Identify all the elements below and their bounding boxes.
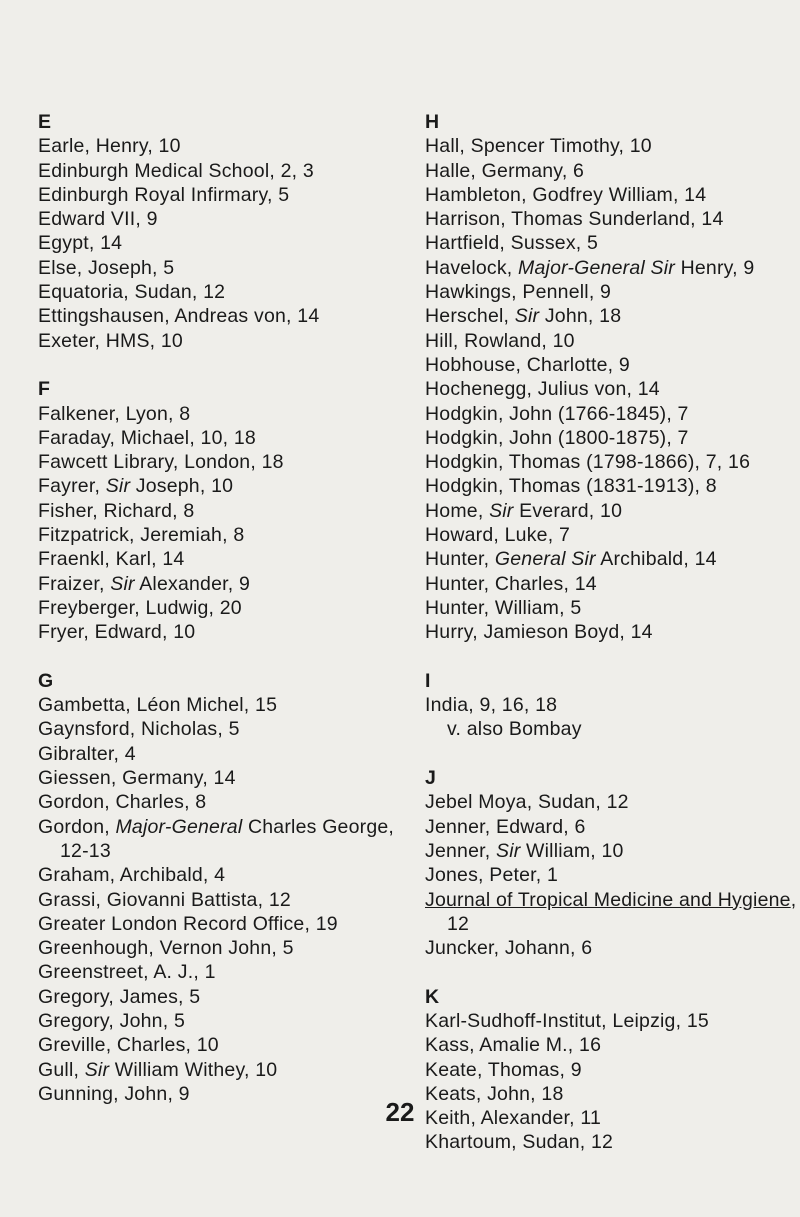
- entry-text: Everard, 10: [513, 499, 623, 522]
- entry-text: Jenner,: [425, 839, 496, 862]
- entry-text: Hunter, Charles, 14: [425, 572, 597, 595]
- index-entry: [425, 304, 800, 328]
- entry-text: Gregory, John, 5: [38, 1009, 185, 1032]
- entry-text: Gordon,: [38, 815, 116, 838]
- entry-text: Giessen, Germany, 14: [38, 767, 236, 790]
- index-entry: [38, 450, 413, 474]
- entry-text: Greenhough, Vernon John, 5: [38, 937, 294, 960]
- entry-text: Graham, Archibald, 4: [38, 864, 226, 887]
- entry-text: Fryer, Edward, 10: [38, 621, 196, 644]
- index-entry: [38, 134, 413, 158]
- entry-text: Jebel Moya, Sudan, 12: [425, 791, 629, 814]
- page-number: 22: [385, 1097, 415, 1127]
- entry-continuation: 12-13: [60, 839, 111, 862]
- index-entry: [425, 1009, 800, 1033]
- index-entry: [38, 572, 413, 596]
- entry-text: Jenner, Edward, 6: [425, 815, 586, 838]
- entry-text: Harrison, Thomas Sunderland, 14: [425, 208, 724, 231]
- entry-text: Sir: [495, 839, 521, 862]
- index-entry: [38, 717, 413, 741]
- entry-text: Equatoria, Sudan, 12: [38, 281, 226, 304]
- index-column-right: [425, 110, 800, 1179]
- entry-text: Fitzpatrick, Jeremiah, 8: [38, 524, 245, 547]
- index-entry: [38, 766, 413, 790]
- index-entry: [425, 353, 800, 377]
- entry-text: Havelock,: [425, 256, 519, 279]
- entry-text: Edinburgh Royal Infirmary, 5: [38, 183, 290, 206]
- entry-text: Egypt, 14: [38, 232, 123, 255]
- entry-text: Hodgkin, John (1800-1875), 7: [425, 426, 689, 449]
- entry-text: Hill, Rowland, 10: [425, 329, 575, 352]
- section-letter: F: [38, 378, 51, 401]
- index-entry: [38, 207, 413, 231]
- index-entry: [38, 1033, 413, 1057]
- section-letter: G: [38, 669, 54, 692]
- index-entry: [425, 134, 800, 158]
- index-entry: [38, 474, 413, 498]
- section-letter: E: [38, 111, 52, 133]
- index-entry: [425, 1130, 800, 1154]
- entry-text: Gibralter, 4: [38, 742, 136, 765]
- index-entry: [38, 1058, 413, 1082]
- index-entry: [38, 304, 413, 328]
- entry-text: Hodgkin, Thomas (1798-1866), 7, 16: [425, 451, 751, 474]
- entry-text: Fisher, Richard, 8: [38, 499, 195, 522]
- index-section: [425, 110, 800, 645]
- entry-continuation: 12: [447, 912, 470, 935]
- index-entry: [425, 402, 800, 426]
- index-section: [425, 985, 800, 1155]
- entry-text: Hochenegg, Julius von, 14: [425, 378, 660, 401]
- entry-text: Jones, Peter, 1: [425, 864, 559, 887]
- index-entry: [38, 256, 413, 280]
- entry-text: India, 9, 16, 18: [425, 694, 558, 717]
- entry-text: Gunning, John, 9: [38, 1082, 190, 1105]
- index-entry: [38, 1009, 413, 1033]
- index-entry: [38, 596, 413, 620]
- entry-text: Grassi, Giovanni Battista, 12: [38, 888, 291, 911]
- entry-text: Hurry, Jamieson Boyd, 14: [425, 621, 653, 644]
- entry-text: Journal of Tropical Medicine and Hygiene: [425, 888, 791, 911]
- entry-text: Hall, Spencer Timothy, 10: [425, 135, 652, 158]
- index-column-left: [38, 110, 413, 1130]
- index-entry: [425, 474, 800, 498]
- index-entry: [38, 547, 413, 571]
- entry-text: Hartfield, Sussex, 5: [425, 232, 599, 255]
- index-entry: [425, 572, 800, 596]
- index-entry: [38, 183, 413, 207]
- index-entry: [38, 499, 413, 523]
- index-section: [38, 669, 413, 1106]
- index-section: [425, 669, 800, 742]
- index-entry: [38, 815, 413, 864]
- entry-text: Fraenkl, Karl, 14: [38, 548, 185, 571]
- index-entry: [425, 256, 800, 280]
- entry-text: Edinburgh Medical School, 2, 3: [38, 159, 314, 182]
- index-entry: [425, 888, 800, 937]
- index-entry: [38, 936, 413, 960]
- index-entry: [425, 717, 800, 741]
- index-entry: [425, 207, 800, 231]
- entry-text: Hodgkin, John (1766-1845), 7: [425, 402, 689, 425]
- entry-text: Halle, Germany, 6: [425, 159, 585, 182]
- index-entry: [425, 377, 800, 401]
- entry-text: Exeter, HMS, 10: [38, 329, 183, 352]
- entry-text: Fraizer,: [38, 572, 111, 595]
- section-letter: K: [425, 985, 440, 1008]
- index-section: [425, 766, 800, 960]
- index-entry: [425, 815, 800, 839]
- entry-text: Earle, Henry, 10: [38, 135, 181, 158]
- index-entry: [425, 790, 800, 814]
- entry-text: Falkener, Lyon, 8: [38, 402, 191, 425]
- entry-text: Juncker, Johann, 6: [425, 937, 593, 960]
- index-entry: [425, 329, 800, 353]
- index-section: [38, 110, 413, 353]
- index-entry: [425, 499, 800, 523]
- entry-text: General Sir: [494, 548, 596, 571]
- entry-text: Gordon, Charles, 8: [38, 791, 207, 814]
- entry-text: Karl-Sudhoff-Institut, Leipzig, 15: [425, 1009, 709, 1032]
- entry-text: ,: [790, 888, 797, 911]
- index-entry: [38, 742, 413, 766]
- entry-text: Major-General: [115, 815, 243, 838]
- entry-text: Kass, Amalie M., 16: [425, 1034, 602, 1057]
- index-entry: [38, 863, 413, 887]
- entry-text: Freyberger, Ludwig, 20: [38, 596, 242, 619]
- entry-text: William Withey, 10: [109, 1058, 278, 1081]
- entry-text: Khartoum, Sudan, 12: [425, 1131, 614, 1154]
- section-letter: J: [425, 767, 437, 790]
- entry-text: Ettingshausen, Andreas von, 14: [38, 305, 320, 328]
- entry-text: Gambetta, Léon Michel, 15: [38, 694, 278, 717]
- index-entry: [38, 888, 413, 912]
- index-entry: [38, 402, 413, 426]
- index-entry: [425, 183, 800, 207]
- entry-text: Sir: [84, 1058, 110, 1081]
- index-entry: [425, 693, 800, 717]
- entry-text: Gregory, James, 5: [38, 985, 201, 1008]
- index-entry: [425, 863, 800, 887]
- index-entry: [425, 1058, 800, 1082]
- entry-text: v. also Bombay: [447, 718, 582, 741]
- entry-text: Hawkings, Pennell, 9: [425, 281, 612, 304]
- entry-text: Archibald, 14: [595, 548, 717, 571]
- index-entry: [425, 159, 800, 183]
- entry-text: William, 10: [520, 839, 624, 862]
- entry-text: Joseph, 10: [130, 475, 234, 498]
- index-entry: [425, 450, 800, 474]
- entry-text: Faraday, Michael, 10, 18: [38, 426, 256, 449]
- index-entry: [425, 547, 800, 571]
- entry-text: Hunter, William, 5: [425, 596, 582, 619]
- entry-text: Edward VII, 9: [38, 208, 158, 231]
- entry-text: Howard, Luke, 7: [425, 524, 570, 547]
- index-entry: [425, 596, 800, 620]
- section-letter: I: [425, 669, 431, 692]
- entry-text: Herschel,: [425, 305, 515, 328]
- entry-text: Sir: [110, 572, 135, 595]
- entry-text: Henry, 9: [674, 256, 755, 279]
- entry-text: Keate, Thomas, 9: [425, 1058, 582, 1081]
- index-entry: [425, 839, 800, 863]
- index-entry: [425, 1033, 800, 1057]
- entry-text: Keats, John, 18: [425, 1082, 564, 1105]
- entry-text: Major-General Sir: [518, 256, 675, 279]
- entry-text: Hunter,: [425, 548, 495, 571]
- index-entry: [38, 231, 413, 255]
- entry-text: Sir: [514, 305, 540, 328]
- index-entry: [38, 790, 413, 814]
- entry-text: Fayrer,: [38, 475, 106, 498]
- entry-text: Hambleton, Godfrey William, 14: [425, 183, 707, 206]
- entry-text: Gaynsford, Nicholas, 5: [38, 718, 240, 741]
- section-letter: H: [425, 111, 440, 133]
- entry-text: Keith, Alexander, 11: [425, 1107, 602, 1130]
- entry-text: Sir: [489, 499, 514, 522]
- entry-text: Fawcett Library, London, 18: [38, 451, 284, 474]
- index-entry: [38, 329, 413, 353]
- index-section: [38, 377, 413, 644]
- index-entry: [425, 426, 800, 450]
- entry-text: Hobhouse, Charlotte, 9: [425, 353, 630, 376]
- index-entry: [425, 231, 800, 255]
- index-entry: [38, 523, 413, 547]
- index-entry: [38, 912, 413, 936]
- entry-text: Alexander, 9: [134, 572, 251, 595]
- entry-text: Greater London Record Office, 19: [38, 912, 338, 935]
- entry-text: Hodgkin, Thomas (1831-1913), 8: [425, 475, 717, 498]
- index-entry: [38, 426, 413, 450]
- index-entry: [38, 693, 413, 717]
- index-entry: [425, 620, 800, 644]
- entry-text: Greville, Charles, 10: [38, 1034, 219, 1057]
- entry-text: Charles George,: [242, 815, 395, 838]
- index-entry: [38, 960, 413, 984]
- entry-text: John, 18: [539, 305, 622, 328]
- entry-text: Else, Joseph, 5: [38, 256, 175, 279]
- index-entry: [38, 159, 413, 183]
- index-entry: [38, 280, 413, 304]
- index-entry: [38, 985, 413, 1009]
- index-entry: [425, 280, 800, 304]
- entry-text: Greenstreet, A. J., 1: [38, 961, 216, 984]
- index-entry: [425, 523, 800, 547]
- index-entry: [425, 936, 800, 960]
- index-entry: [38, 620, 413, 644]
- entry-text: Home,: [425, 499, 490, 522]
- entry-text: Sir: [105, 475, 131, 498]
- entry-text: Gull,: [38, 1058, 85, 1081]
